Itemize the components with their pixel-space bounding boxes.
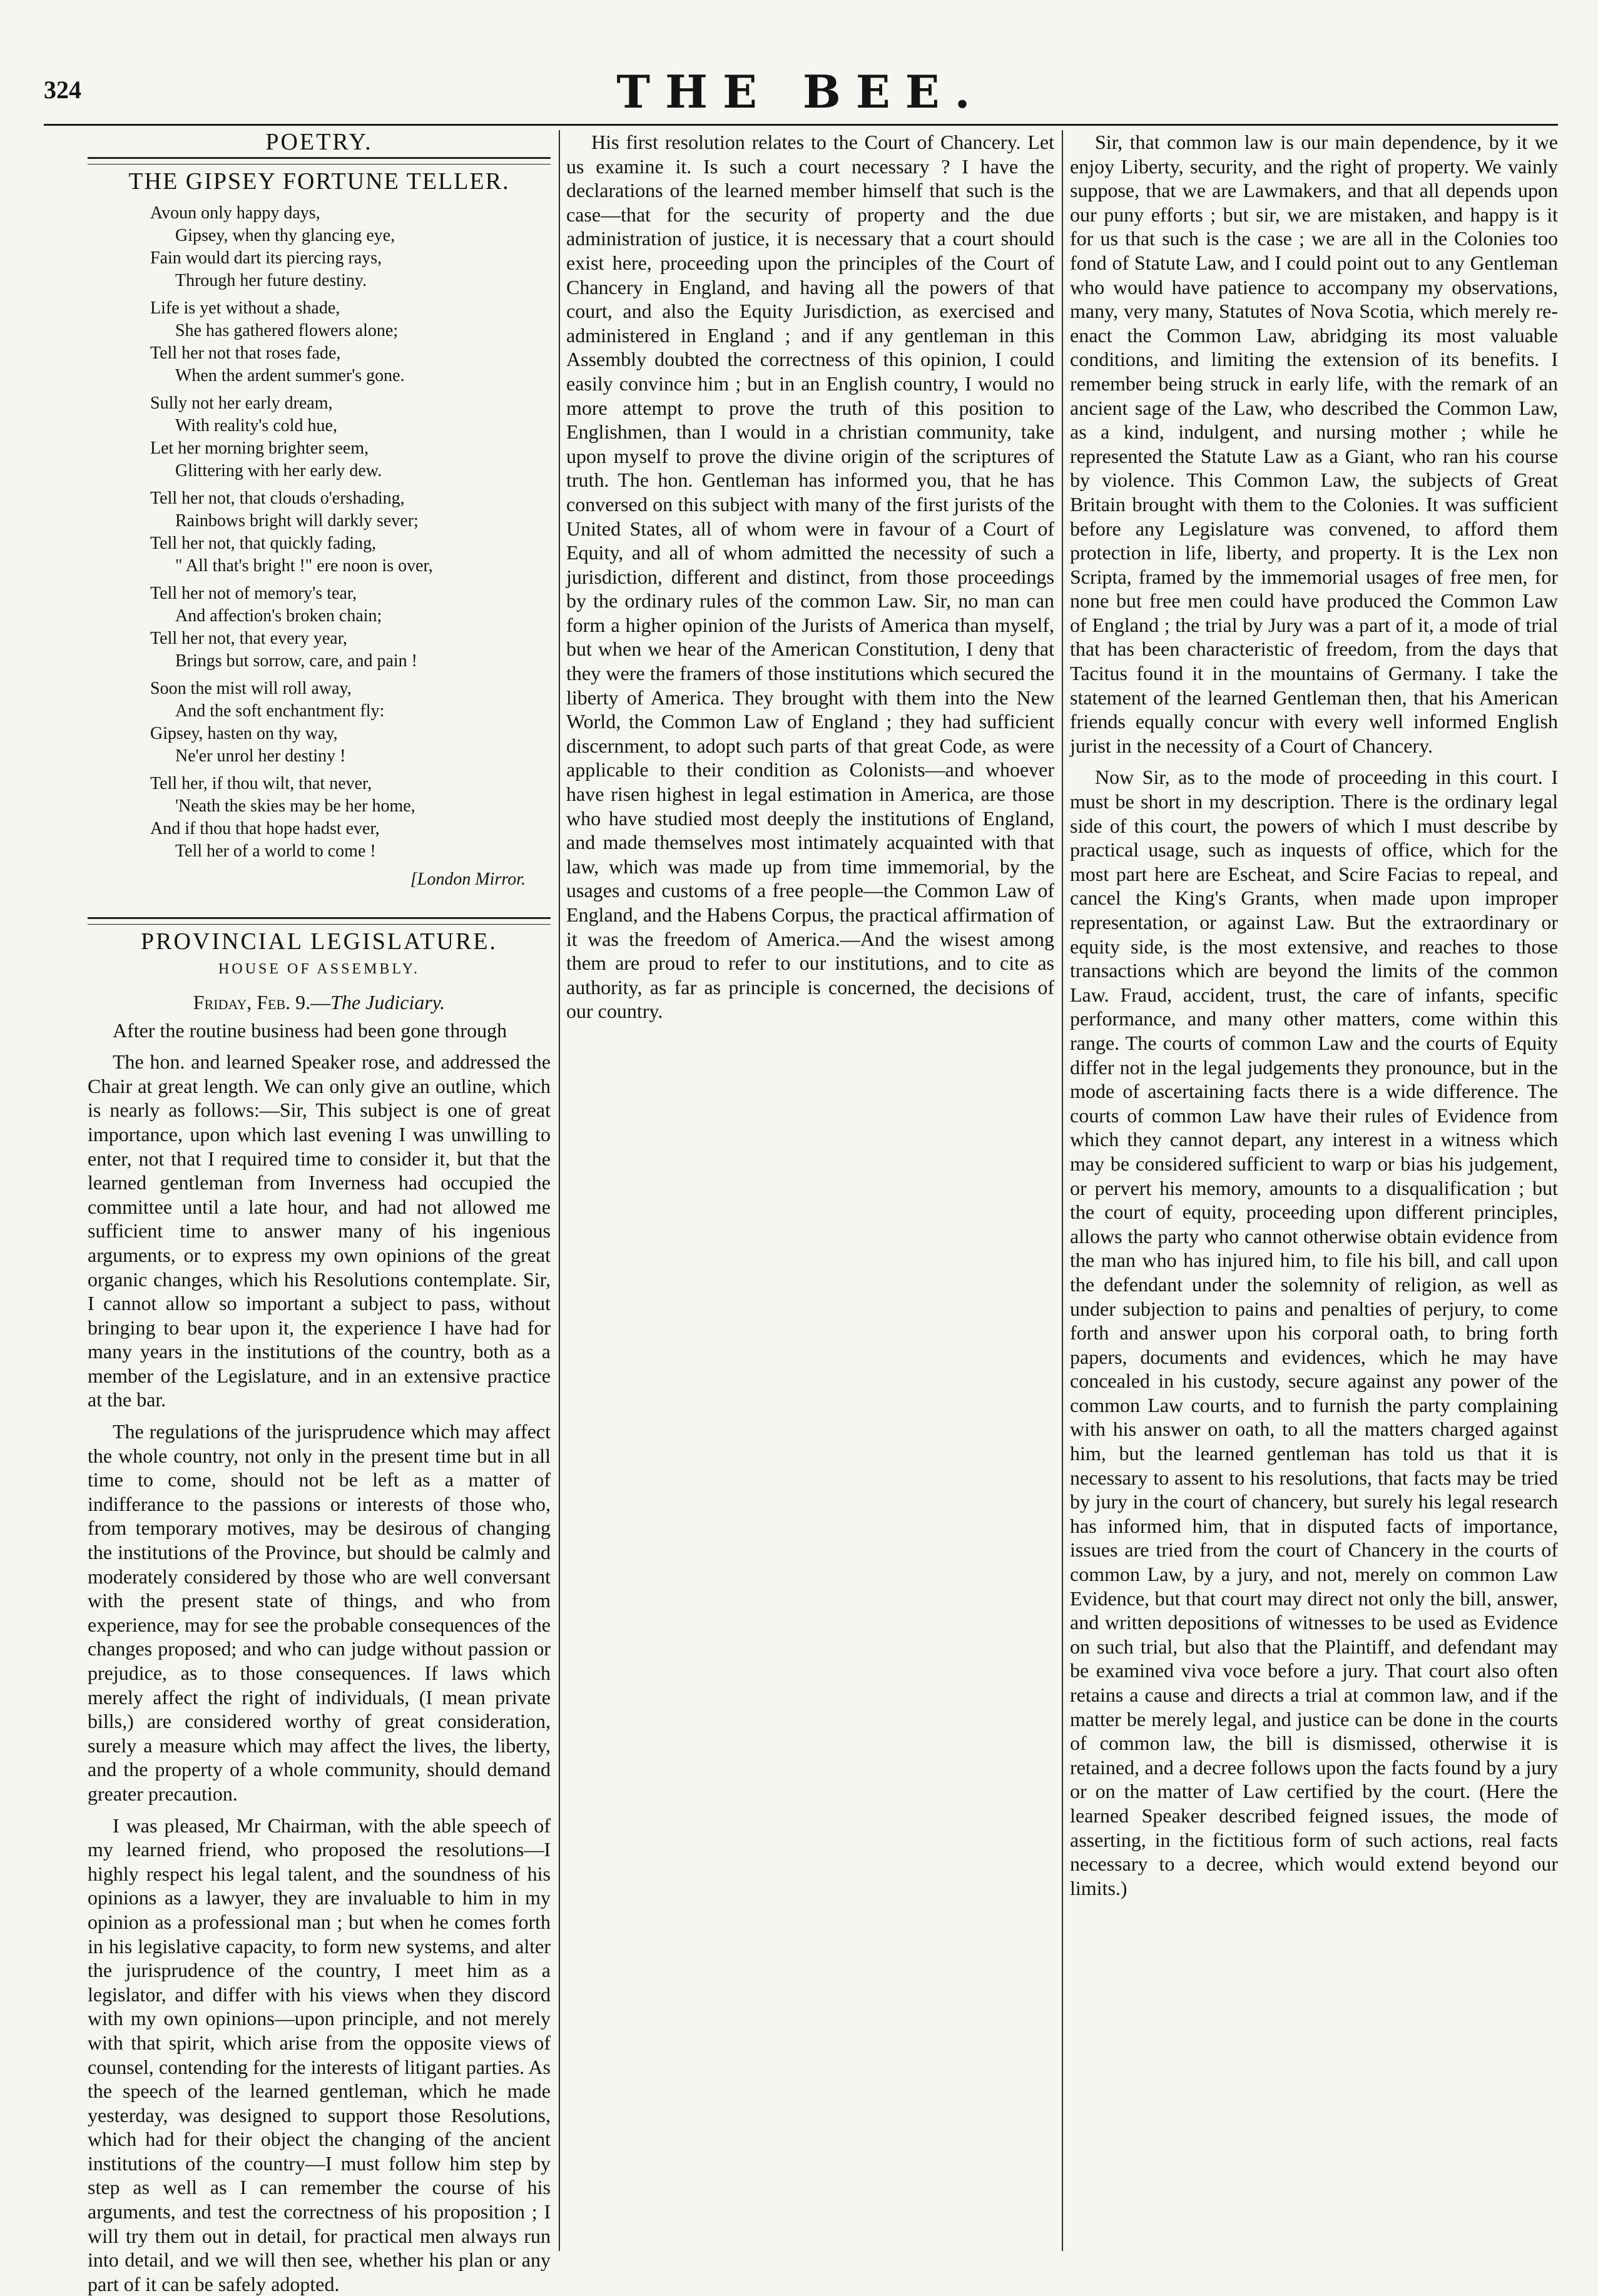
column-1 — [88, 130, 551, 2296]
legislature-subhead: HOUSE OF ASSEMBLY. — [218, 961, 420, 978]
poem-line: And the soft enchantment fly: — [175, 701, 385, 721]
poem-line: And affection's broken chain; — [175, 606, 382, 626]
poem-stanza — [88, 487, 551, 577]
column-divider-2 — [1062, 130, 1063, 2251]
poem-line: Brings but sorrow, care, and pain ! — [175, 651, 417, 671]
poem-line: Life is yet without a shade, — [150, 298, 340, 318]
masthead — [44, 65, 1558, 119]
dateline-date: Friday, Feb. 9.— — [193, 990, 331, 1013]
poem-line: Tell her not, that quickly fading, — [150, 534, 377, 554]
poem-line: Soon the mist will roll away, — [150, 679, 352, 699]
poem-line: She has gathered flowers alone; — [175, 321, 399, 341]
poem-line: 'Neath the skies may be her home, — [175, 796, 415, 816]
poem-line: When the ardent summer's gone. — [175, 366, 405, 386]
poem-line: Avoun only happy days, — [150, 203, 320, 223]
article-paragraph: The hon. and learned Speaker rose, and addressed the Chair at great length. We can only give an outline, which is nearly as follows:—Sir, This subject is one of great importance, upon which last evening I was unwilling to enter, not that I required time to consider it, but that the learned gentleman from Inverness had occupied the committee until a late hour, and had not allowed me sufficient time to answer many of his ingenious arguments, or to express my own opinions of the great organic changes, which his Resolutions contemplate. Sir, I cannot allow so important a subject to pass, without bringing to bear upon it, the experience I have had for many years in the institutions of the country, both as a member of the Legislature, and in an extensive practice at the bar. — [88, 1050, 551, 1411]
poem-line: Gipsey, when thy glancing eye, — [175, 226, 395, 246]
poetry-rule — [88, 157, 551, 165]
poem-line: Tell her not of memory's tear, — [150, 584, 357, 604]
page-number: 324 — [44, 76, 81, 104]
poem-line: Through her future destiny. — [175, 271, 367, 291]
article-paragraph: I was pleased, Mr Chairman, with the able speech of my learned friend, who proposed the resolutions—I highly respect his legal talent, and the soundness of his opinions as a lawyer, they are invaluable to him in my opinion as a professional man ; but when he comes forth in his legislative capacity, to form new systems, and alter the jurisprudence of the country, I meet him as a legislator, and differ with his views when they discord with my own opinions—upon principle, and not merely with that spirit, which arise from the opposite views of counsel, contending for the interests of litigant parties. As the speech of the learned gentleman, which he made yesterday, was designed to support those Resolutions, which had for their object the changing of the ancient institutions of the country—I must follow him step by step as well as I can remember the course of his arguments, and test the correctness of his proposition ; I will try them out in detail, for practical men always run into detail, and we will then see, whether his plan or any part of it can be safely adopted. — [88, 1814, 551, 2295]
masthead-rule — [44, 124, 1558, 126]
poem-title: THE GIPSEY FORTUNE TELLER. — [128, 168, 510, 195]
poem-line: Gipsey, hasten on thy way, — [150, 724, 338, 744]
article-paragraph: After the routine business had been gone through — [113, 1018, 507, 1042]
poem-line: Glittering with her early dew. — [175, 461, 382, 481]
poem-line: Rainbows bright will darkly sever; — [175, 511, 419, 531]
poem-line: Sully not her early dream, — [150, 394, 333, 414]
poetry-heading: POETRY. — [265, 129, 373, 155]
poem-line: Let her morning brighter seem, — [150, 439, 369, 459]
poem-line: Tell her, if thou wilt, that never, — [150, 774, 372, 794]
poem-stanza — [88, 773, 551, 863]
poem-stanza — [88, 678, 551, 768]
article-paragraph: Sir, that common law is our main dependence, by it we enjoy Liberty, security, and the right of property. We vainly suppose, that we are Lawmakers, and that all depends upon our puny efforts ; but sir, we are mistaken, and happy is it for us that such is the case ; we are all in the Colonies too fond of Statute Law, and I could point out to any Gentleman who would have patience to accompany my observations, many, very many, Statutes of Nova Scotia, which merely re-enact the Common Law, abridging its most valuable conditions, and limiting the extension of its benefits. I remember being struck in early life, with the remark of an ancient sage of the Law, who described the Common Law, as a kind, indulgent, and nursing mother ; while he represented the Statute Law as a Giant, who ran his course by violence. This Common Law, the subjects of Great Britain brought with them to the Colonies. It was sufficient before any Legislature was convened, to afford them protection in life, liberty, and property. It is the Lex non Scripta, framed by the immemorial usages of free men, for none but free men could have produced the Common Law of England ; the trial by Jury was a part of it, a mode of trial that has been characteristic of freedom, from the days that Tacitus found it in the mountains of Germany. I take the statement of the learned Gentleman then, that his American friends equally concur with every well informed English jurist in the necessity of a Court of Chancery. — [1070, 131, 1558, 757]
poem-line: Fain would dart its piercing rays, — [150, 248, 382, 268]
article-paragraph: Now Sir, as to the mode of proceeding in this court. I must be short in my description. There is the ordinary legal side of this court, the powers of which I must describe by practical usage, such as inquests of office, which for the most part here are Escheat, and Scire Facias to repeal, and cancel the King's Grants, when made upon improper representation, or against Law. But the extraordinary or equity side, is the most extensive, and reaches to those transactions which are beyond the limits of the common Law. Fraud, accident, trust, the care of infants, specific performance, and many other matters, come within this range. The courts of common Law and the courts of Equity differ not in the legal judgements they pronounce, but in the mode of ascertaining facts there is a wide difference. The courts of common Law have their rules of Evidence from which they cannot depart, any interest in a witness which may be considered sufficient to warp or bias his judgement, or pervert his memory, amounts to a disqualification ; but the court of equity, proceeding upon different principles, allows the party who cannot otherwise obtain evidence from the man who has injured him, to file his bill, and call upon the defendant under the solemnity of religion, as well as under subjection to pains and penalties of perjury, to come forth and answer upon his corporal oath, to bring forth papers, documents and evidences, which he may have concealed in his custody, secure against any power of the common Law courts, and to furnish the party complaining with his answer on oath, to all the matters charged against him, but the learned gentleman has told us that it is necessary to assent to his resolutions, that facts may be tried by jury in the court of chancery, but surely his legal research has informed him, that in disputed facts of importance, issues are tried from the court of Chancery in the courts of common Law, by a jury, and not, merely on common Law Evidence, but that court may direct not only the bill, answer, and written depositions of witnesses to be used as Evidence on such trial, but also that the Plaintiff, and defendant may be examined viva voce before a jury. That court also often retains a cause and directs a trial at common law, and if the matter be merely legal, and justice can be done in the courts of common law, the bill is dismissed, otherwise it is retained, and a decree follows upon the facts found by a jury or on the matter of Law certified by the court. (Here the learned Speaker described feigned issues, the mode of asserting, in the fictitious form of such actions, real facts necessary to a decree, which would extend beyond our limits.) — [1070, 766, 1558, 1899]
poem-line: Tell her of a world to come ! — [175, 841, 376, 861]
poem-line: Tell her not that roses fade, — [150, 343, 341, 363]
dateline-topic: The Judiciary. — [330, 990, 445, 1013]
poem-line: " All that's bright !" ere noon is over, — [175, 556, 433, 576]
poem-line: Tell her not, that clouds o'ershading, — [150, 489, 405, 509]
poem-stanza — [88, 202, 551, 292]
poem-line: Ne'er unrol her destiny ! — [175, 746, 346, 766]
column-divider-1 — [559, 130, 560, 2251]
poem-stanza — [88, 582, 551, 673]
article-paragraph: The regulations of the jurisprudence which may affect the whole country, not only in the present time but in all time to come, should not be left as a matter of indifferance to the passions or interests of those who, from temporary motives, may be desirous of changing the institutions of the Province, but should be calmly and moderately considered by those who are well conversant with the present state of things, and who from experience, may for see the probable consequences of the changes proposed; and who can judge without passion or prejudice, as to those consequences. If laws which merely affect the right of individuals, (I mean private bills,) are considered worthy of great consideration, surely a measure which may affect the lives, the liberty, and the property of a whole community, should demand greater precaution. — [88, 1420, 551, 1805]
poem-line: With reality's cold hue, — [175, 416, 337, 436]
dateline — [88, 990, 551, 1015]
poem-stanza — [88, 392, 551, 482]
poem-body — [88, 202, 551, 863]
poem-source: [London Mirror. — [410, 870, 526, 890]
column-2 — [566, 130, 1054, 1024]
article-paragraph: His first resolution relates to the Court of Chancery. Let us examine it. Is such a court necessary ? I have the declarations of the learned member himself that such is the case—that for the security of property and the due administration of justice, it is necessary that a court should exist here, proceeding upon the principles of the Court of Chancery in England, and having all the powers of that court, and also the Equity Jurisdiction, as exercised and administered in England ; and if any gentleman in this Assembly doubted the correctness of this opinion, I could easily convince him ; but in an English country, I would no more attempt to prove the truth of this position to Englishmen, than I would in a christian community, take upon myself to prove the divine origin of the scriptures of truth. The hon. Gentleman has informed you, that he has conversed on this subject with many of the first jurists of the United States, all of whom were in favour of a Court of Equity, and all of whom admitted the necessity of such a jurisdiction, different and distinct, from those proceedings by the ordinary rules of the common Law. Sir, no man can form a higher opinion of the Jurists of America than myself, but when we hear of the American Constitution, I deny that they were the framers of those institutions which secured the liberty of America. They brought with them into the New World, the Common Law of England ; they had sufficient discernment, to adopt such parts of that great Code, as were applicable to their condition as Colonists—and whoever have risen highest in legal estimation in America, are those who have studied most deeply the institutions of England, and made themselves most intimately acquainted with that law, which was made up from time immemorial, by the usages and customs of a free people—the Common Law of England, and the Habens Corpus, the practical affirmation of it was the freedom of America.—And the wisest among them are proud to refer to our institutions, and to cite as authority, as far as principle is concerned, the decisions of our country. — [566, 131, 1054, 1023]
legislature-heading: PROVINCIAL LEGISLATURE. — [140, 928, 497, 955]
poem-line: Tell her not, that every year, — [150, 629, 347, 649]
column-3 — [1070, 130, 1558, 1900]
poem-line: And if thou that hope hadst ever, — [150, 819, 380, 839]
section-rule — [88, 917, 551, 925]
paper-title: THE BEE. — [616, 65, 985, 118]
poem-stanza — [88, 297, 551, 387]
